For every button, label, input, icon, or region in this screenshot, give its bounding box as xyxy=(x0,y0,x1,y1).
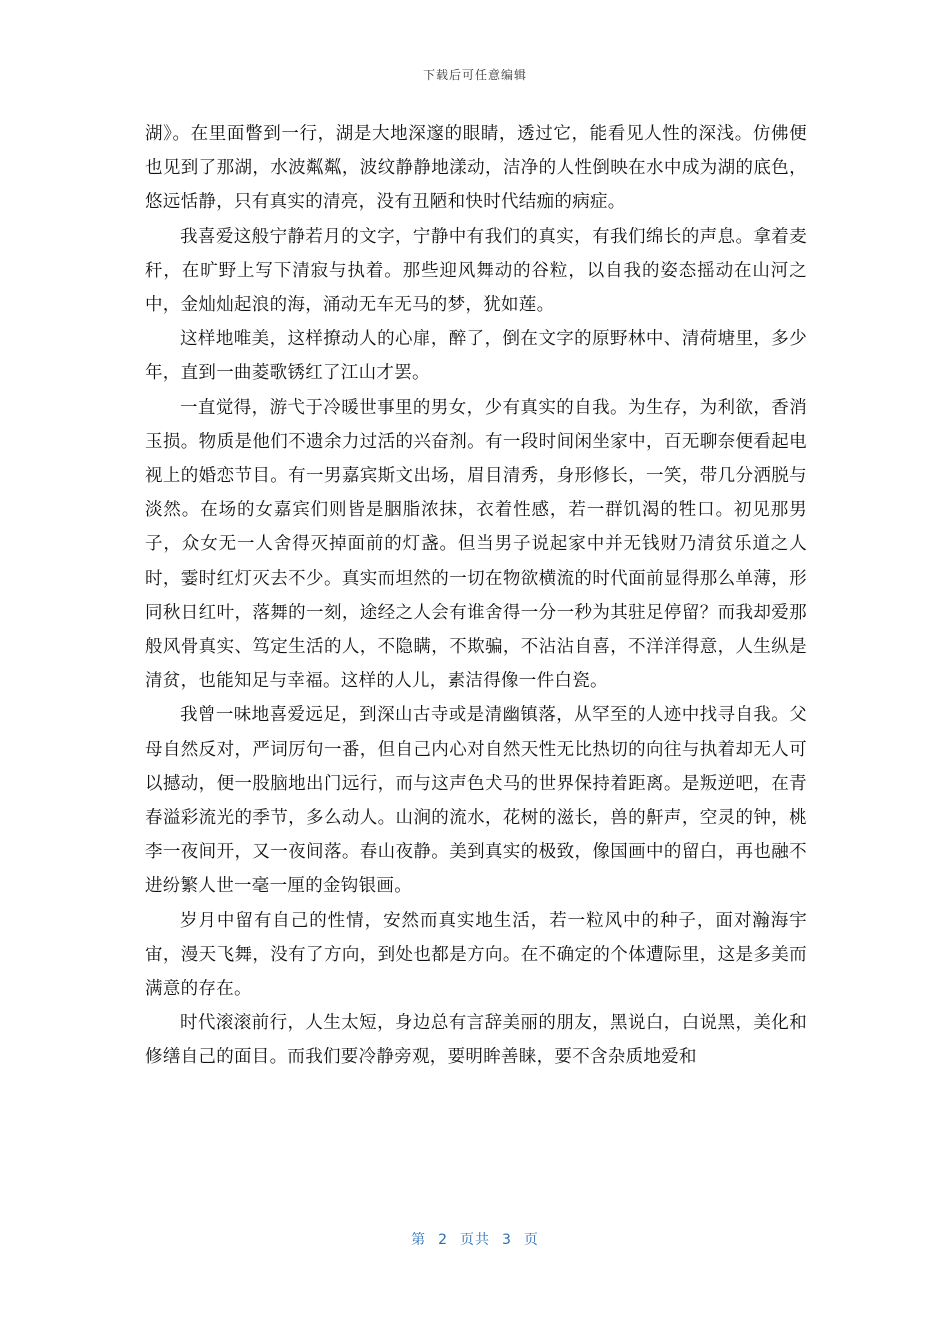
page-header: 下载后可任意编辑 xyxy=(422,68,527,82)
footer-current-page: 2 xyxy=(438,1232,448,1248)
paragraph-5: 我曾一味地喜爱远足，到深山古寺或是清幽镇落，从罕至的人迹中找寻自我。父母自然反对，严词厉句一番，但自己内心对自然天性无比热切的向往与执着却无人可以撼动，便一股脑地出门远行，而与这声色犬马的世界保持着距离。是叛逆吧，在青春溢彩流光的季节，多么动人。山涧的流水，花树的滋长，兽的鼾声，空灵的钟，桃李一夜间开，又一夜间落。春山夜静。美到真实的极致，像国画中的留白，再也融不进纷繁人世一毫一厘的金钩银画。 xyxy=(145,705,807,897)
page-footer xyxy=(0,1229,950,1249)
paragraph-6: 岁月中留有自己的性情，安然而真实地生活，若一粒风中的种子，面对瀚海宇宙，漫天飞舞，没有了方向，到处也都是方向。在不确定的个体遭际里，这是多美而满意的存在。 xyxy=(145,910,807,1000)
document-body xyxy=(145,117,807,1075)
footer-word-of: 页共 xyxy=(460,1232,490,1248)
footer-total-pages: 3 xyxy=(502,1232,512,1248)
paragraph-2: 我喜爱这般宁静若月的文字，宁静中有我们的真实，有我们绵长的声息。拿着麦秆，在旷野上写下清寂与执着。那些迎风舞动的谷粒，以自我的姿态摇动在山河之中，金灿灿起浪的海，涌动无车无马的梦，犹如莲。 xyxy=(145,226,807,316)
footer-word-end: 页 xyxy=(523,1232,539,1248)
paragraph-4: 一直觉得，游弋于冷暖世事里的男女，少有真实的自我。为生存，为利欲，香消玉损。物质是他们不遗余力过活的兴奋剂。有一段时间闲坐家中，百无聊奈便看起电视上的婚恋节目。有一男嘉宾斯文出场，眉目清秀，身形修长，一笑，带几分洒脱与淡然。在场的女嘉宾们则皆是胭脂浓抹，衣着性感，若一群饥渴的牲口。初见那男子，众女无一人舍得灭掉面前的灯盏。但当男子说起家中并无钱财乃清贫乐道之人时，霎时红灯灭去不少。真实而坦然的一切在物欲横流的时代面前显得那么单薄，形同秋日红叶，落舞的一刻，途经之人会有谁舍得一分一秒为其驻足停留？而我却爱那般风骨真实、笃定生活的人，不隐瞒，不欺骗，不沾沾自喜，不洋洋得意，人生纵是清贫，也能知足与幸福。这样的人儿，素洁得像一件白瓷。 xyxy=(145,397,807,692)
paragraph-3: 这样地唯美，这样撩动人的心扉，醉了，倒在文字的原野林中、清荷塘里，多少年，直到一曲菱歌锈红了江山才罢。 xyxy=(145,329,807,384)
paragraph-7: 时代滚滚前行，人生太短，身边总有言辞美丽的朋友，黑说白，白说黑，美化和修缮自己的面目。而我们要冷静旁观，要明眸善睐，要不含杂质地爱和 xyxy=(145,1013,807,1068)
paragraph-1: 湖》。在里面瞥到一行，湖是大地深邃的眼睛，透过它，能看见人性的深浅。仿佛便也见到了那湖，水波粼粼，波纹静静地漾动，洁净的人性倒映在水中成为湖的底色，悠远恬静，只有真实的清亮，没有丑陋和快时代结痂的病症。 xyxy=(145,124,807,213)
footer-word-page: 第 xyxy=(411,1232,427,1248)
